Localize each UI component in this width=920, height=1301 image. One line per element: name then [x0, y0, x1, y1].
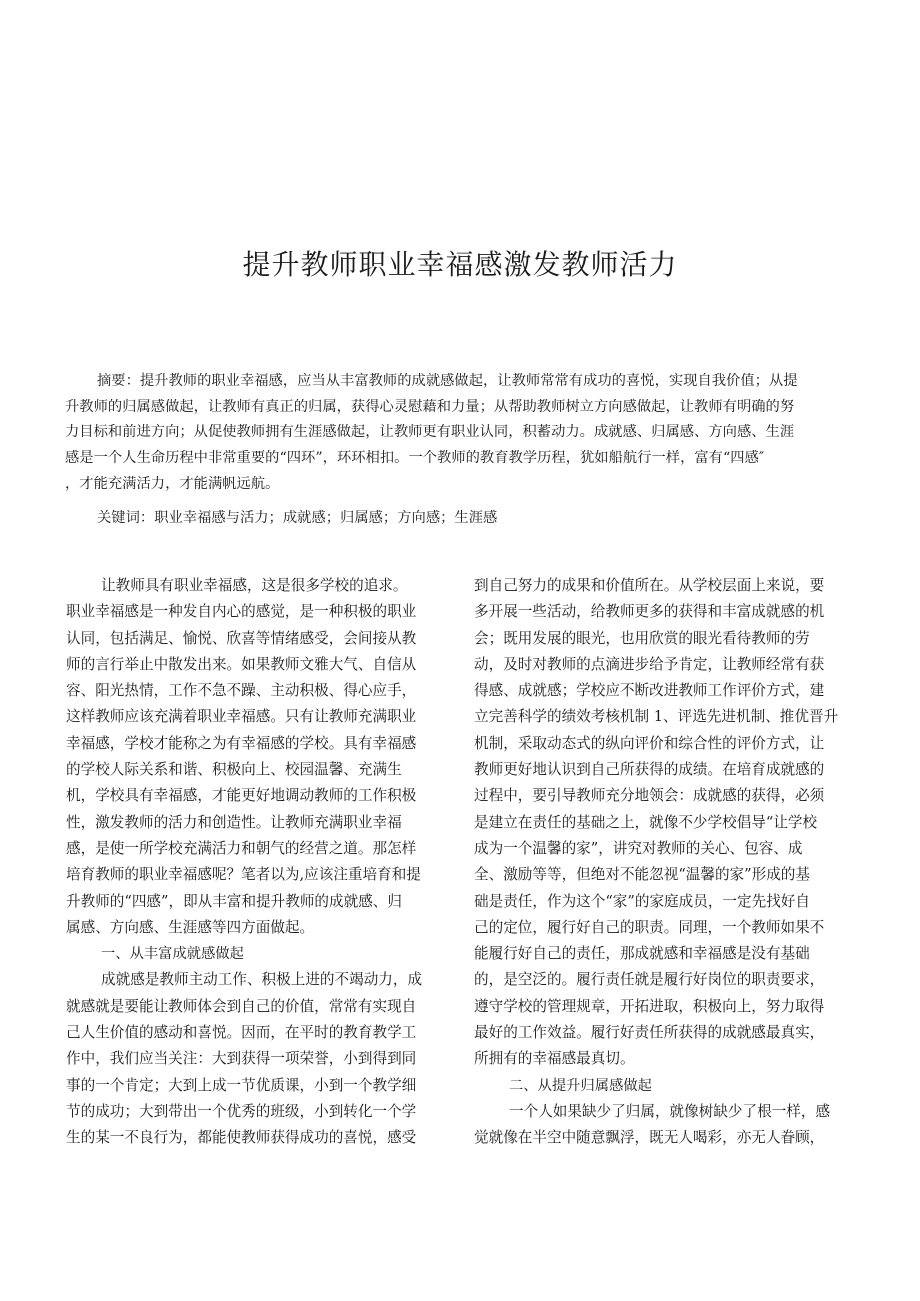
paragraph-line: 到自己努力的成果和价值所在。从学校层面上来说，要	[474, 577, 825, 594]
document-title: 提升教师职业幸福感激发教师活力	[242, 248, 678, 281]
body-column-left	[66, 573, 451, 1152]
paragraph-line: 动，及时对教师的点滴进步给予肯定，让教师经常有获	[474, 655, 825, 673]
abstract-line: 感是一个人生命历程中非常重要的“四环”，环环相扣。一个教师的教育教学历程，犹如船航行一样，富有“四感″	[65, 450, 765, 467]
paragraph-line: 的学校人际关系和谐、积极向上、校园温馨、充满生	[66, 761, 402, 779]
paragraph-line: 师的言行举止中散发出来。如果教师文雅大气、自信从	[66, 655, 417, 673]
paragraph-line: 立完善科学的绩效考核机制 1、评选先进机制、推优晋升	[474, 708, 839, 726]
keywords	[97, 506, 497, 532]
paragraph-line: 感，是使一所学校充满活力和朝气的经营之道。那怎样	[66, 839, 417, 857]
paragraph-line: 作中，我们应当关注：大到获得一项荣誉，小到得到同	[66, 1050, 417, 1068]
paragraph-line: 成就感是教师主动工作、积极上进的不竭动力，成	[101, 971, 423, 989]
paragraph-line: 幸福感，学校才能称之为有幸福感的学校。具有幸福感	[66, 734, 417, 752]
paragraph-line: 升教师的“四感”，即从丰富和提升教师的成就感、归	[66, 892, 402, 910]
body-column-right	[474, 573, 859, 1152]
keywords-text: 职业幸福感与活力；成就感；归属感；方向感；生涯感	[154, 510, 498, 526]
paragraph-line: 全、激励等等，但绝对不能忽视“温馨的家”形成的基	[474, 866, 810, 884]
paragraph-line: 就感就是要能让教师体会到自己的价值，常常有实现自	[66, 997, 417, 1015]
paragraph-line: 属感、方向感、生涯感等四方面做起。	[66, 918, 315, 936]
paragraph-line: 让教师具有职业幸福感，这是很多学校的追求。	[101, 577, 408, 594]
paragraph-line: 机，学校具有幸福感，才能更好地调动教师的工作积极	[66, 787, 417, 805]
abstract-line: 升教师的归属感做起，让教师有真正的归属，获得心灵慰藉和力量；从帮助教师树立方向感做起，让教师有明确的努	[65, 398, 795, 415]
abstract-line: ，才能充满活力，才能满帆远航。	[65, 475, 280, 492]
paragraph-line: 觉就像在半空中随意飘浮，既无人喝彩，亦无人眷顾，	[474, 1129, 825, 1147]
paragraph-line: 性，激发教师的活力和创造性。让教师充满职业幸福	[66, 813, 402, 831]
paragraph-line: 会；既用发展的眼光，也用欣赏的眼光看待教师的劳	[474, 629, 810, 647]
paragraph-line: 生的某一不良行为，都能使教师获得成功的喜悦，感受	[66, 1129, 417, 1147]
keywords-label: 关键词：	[97, 510, 155, 526]
section-heading-2: 二、从提升归属感做起	[509, 1077, 652, 1094]
abstract-text: 提升教师的职业幸福感，应当从丰富教师的成就感做起，让教师常常有成功的喜悦，实现自我价值；从提	[139, 373, 798, 389]
abstract-line	[65, 369, 855, 395]
paragraph-line: 成为一个温馨的家”，讲究对教师的关心、包容、成	[474, 839, 803, 857]
paragraph-line: 能履行好自己的责任，那成就感和幸福感是没有基础	[474, 945, 810, 963]
paragraph-line: 多开展一些活动，给教师更多的获得和丰富成就感的机	[474, 603, 825, 621]
paragraph-line: 己的定位，履行好自己的职责。同理，一个教师如果不	[474, 918, 825, 936]
section-heading-1: 一、从丰富成就感做起	[101, 946, 244, 963]
paragraph-line: 是建立在责任的基础之上，就像不少学校倡导“让学校	[474, 813, 818, 831]
paragraph-line: 得感、成就感；学校应不断改进教师工作评价方式，建	[474, 682, 825, 700]
abstract-label: 摘要：	[97, 373, 140, 389]
paragraph-line: 节的成功；大到带出一个优秀的班级，小到转化一个学	[66, 1102, 417, 1120]
paragraph-line: 培育教师的职业幸福感呢？笔者以为,应该注重培育和提	[66, 866, 421, 884]
paragraph-line: 础是责任，作为这个“家”的家庭成员，一定先找好自	[474, 892, 810, 910]
paragraph-line: 最好的工作效益。履行好责任所获得的成就感最真实，	[474, 1024, 825, 1042]
paragraph-line: 教师更好地认识到自己所获得的成绩。在培育成就感的	[474, 761, 825, 779]
paragraph-line: 一个人如果缺少了归属，就像树缺少了根一样，感	[509, 1102, 831, 1120]
paragraph-line: 容、阳光热情，工作不急不躁、主动积极、得心应手，	[66, 682, 417, 700]
abstract	[65, 369, 855, 498]
paragraph-line: 职业幸福感是一种发自内心的感觉，是一种积极的职业	[66, 603, 417, 621]
paragraph-line: 这样教师应该充满着职业幸福感。只有让教师充满职业	[66, 708, 417, 726]
paragraph-line: 机制，采取动态式的纵向评价和综合性的评价方式，让	[474, 734, 825, 752]
abstract-line: 力目标和前进方向；从促使教师拥有生涯感做起，让教师更有职业认同，积蓄动力。成就感、归属感、方向感、生涯	[65, 424, 795, 441]
paragraph-line: 事的一个肯定；大到上成一节优质课，小到一个教学细	[66, 1076, 417, 1094]
paragraph-line: 的，是空泛的。履行责任就是履行好岗位的职责要求，	[474, 971, 825, 989]
paragraph-line: 己人生价值的感动和喜悦。因而，在平时的教育教学工	[66, 1024, 417, 1042]
paragraph-line: 遵守学校的管理规章，开拓进取，积极向上，努力取得	[474, 997, 825, 1015]
paragraph-line: 认同，包括满足、愉悦、欣喜等情绪感受，会间接从教	[66, 629, 417, 647]
paragraph-line: 过程中，要引导教师充分地领会：成就感的获得，必须	[474, 787, 825, 805]
paragraph-line: 所拥有的幸福感最真切。	[474, 1050, 635, 1068]
